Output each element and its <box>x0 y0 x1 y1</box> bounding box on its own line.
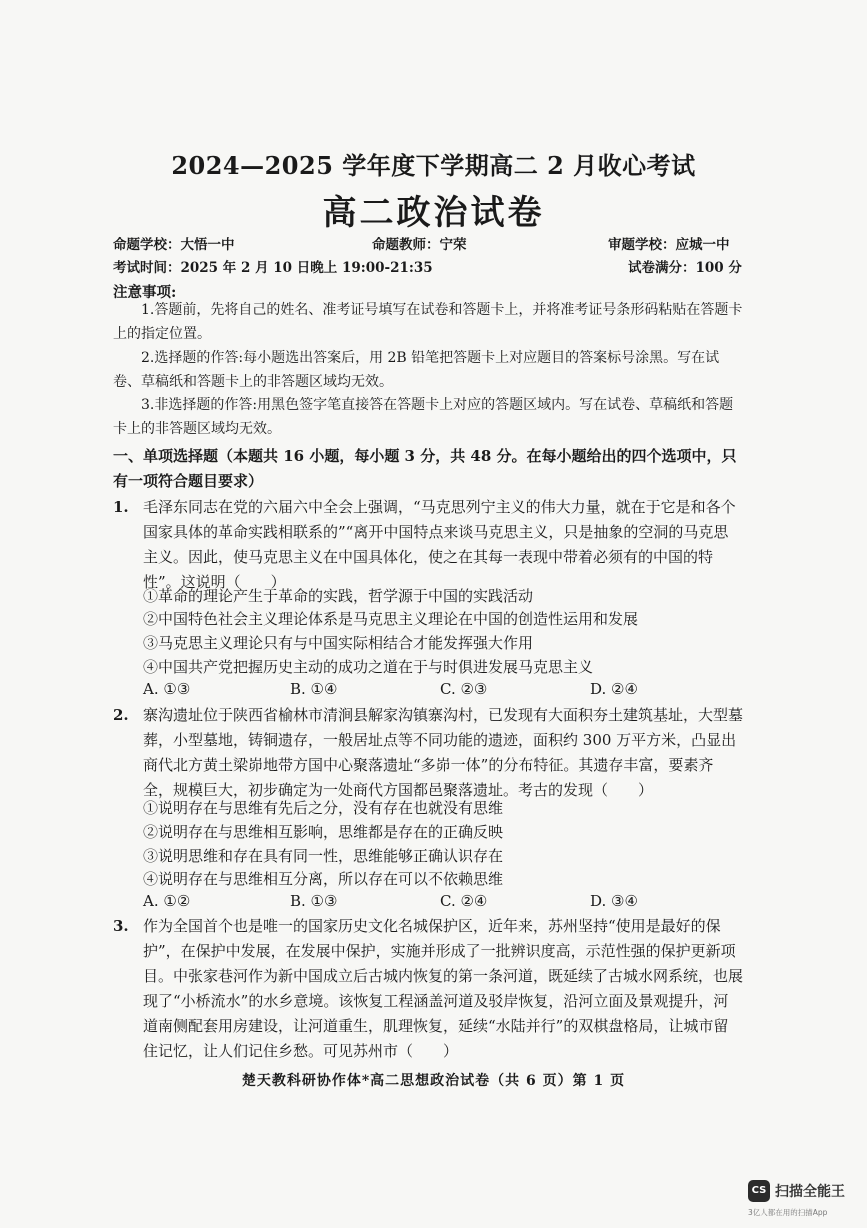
answer-choices <box>143 892 743 914</box>
question-2 <box>113 703 743 803</box>
option-4: ④中国共产党把握历史主动的成功之道在于与时俱进发展马克思主义 <box>143 658 594 676</box>
watermark-name: 扫描全能王 <box>775 1184 845 1200</box>
paper-title: 高二政治试卷 <box>322 193 545 233</box>
choice-c: C. ②③ <box>440 680 488 698</box>
page-footer: 楚天教科研协作体*高二思想政治试卷（共 6 页）第 1 页 <box>241 1073 626 1089</box>
notice-item-3: 3.非选择题的作答:用黑色签字笔直接答在答题卡上对应的答题区域内。写在试卷、草稿纸和答题卡上的非答题区域均无效。 <box>113 397 734 437</box>
option-1: ①说明存在与思维有先后之分，没有存在也就没有思维 <box>143 799 504 817</box>
choice-d: D. ②④ <box>590 680 638 698</box>
setter-school: 命题学校：大悟一中 <box>113 237 235 253</box>
exam-title: 2024—2025 学年度下学期高二 2 月收心考试 <box>171 151 696 180</box>
question-3 <box>113 914 743 1064</box>
choice-a: A. ①② <box>143 892 191 910</box>
reviewer-school: 审题学校：应城一中 <box>608 237 730 253</box>
question-number: 3. <box>113 917 129 935</box>
question-stem: 寨沟遗址位于陕西省榆林市清涧县解家沟镇寨沟村，已发现有大面积夯土建筑基址，大型墓葬，小型墓地，铸铜遗存，一般居址点等不同功能的遗迹，面积约 300 万平方米，凸显出商代北方黄土梁峁地带方国中心聚落遗址“多峁一体”的分布特征。其遗存丰富，要素齐全，规模巨大，初步确定为一处商代方国都邑聚落遗址。考古的发现（ ） <box>143 706 744 799</box>
watermark-tagline: 3亿人都在用的扫描App <box>748 1208 828 1217</box>
section-title: 一、单项选择题（本题共 16 小题，每小题 3 分，共 48 分。在每小题给出的四个选项中，只有一项符合题目要求） <box>113 447 737 490</box>
choice-a: A. ①③ <box>143 680 191 698</box>
camscanner-logo-icon: CS <box>748 1180 770 1202</box>
question-number: 2. <box>113 706 129 724</box>
exam-time: 考试时间：2025 年 2 月 10 日晚上 19:00-21:35 <box>113 260 433 276</box>
question-stem: 作为全国首个也是唯一的国家历史文化名城保护区，近年来，苏州坚持“使用是最好的保护”，在保护中发展，在发展中保护，实施并形成了一批辨识度高，示范性强的保护更新项目。中张家巷河作为新中国成立后古城内恢复的第一条河道，既延续了古城水网系统，也展现了“小桥流水”的水乡意境。该恢复工程涵盖河道及驳岸恢复，沿河立面及景观提升，河道南侧配套用房建设，让河道重生，肌理恢复，延续“水陆并行”的双棋盘格局，让城市留住记忆，让人们记住乡愁。可见苏州市（ ） <box>143 917 744 1060</box>
answer-choices <box>143 680 743 702</box>
option-3: ③说明思维和存在具有同一性，思维能够正确认识存在 <box>143 847 504 865</box>
full-score: 试卷满分：100 分 <box>628 260 742 276</box>
option-4: ④说明存在与思维相互分离，所以存在可以不依赖思维 <box>143 870 504 888</box>
option-2: ②中国特色社会主义理论体系是马克思主义理论在中国的创造性运用和发展 <box>143 610 639 628</box>
setter-teacher: 命题教师：宁荣 <box>372 237 467 253</box>
option-1: ①革命的理论产生于革命的实践，哲学源于中国的实践活动 <box>143 587 534 605</box>
question-number: 1. <box>113 498 129 516</box>
scanner-watermark <box>748 1180 860 1220</box>
option-2: ②说明存在与思维相互影响，思维都是存在的正确反映 <box>143 823 504 841</box>
choice-b: B. ①③ <box>290 892 338 910</box>
choice-b: B. ①④ <box>290 680 338 698</box>
notice-item-2: 2.选择题的作答:每小题选出答案后，用 2B 铅笔把答题卡上对应题目的答案标号涂黑。写在试卷、草稿纸和答题卡上的非答题区域均无效。 <box>113 350 720 390</box>
notice-heading: 注意事项: <box>113 284 177 301</box>
question-stem: 毛泽东同志在党的六届六中全会上强调，“马克思列宁主义的伟大力量，就在于它是和各个国家具体的革命实践相联系的”“离开中国特点来谈马克思主义，只是抽象的空洞的马克思主义。因此，使马克思主义在中国具体化，使之在其每一表现中带着必须有的中国的特性”。这说明（ ） <box>143 498 736 591</box>
notice-item-1: 1.答题前，先将自己的姓名、准考证号填写在试卷和答题卡上，并将准考证号条形码粘贴在答题卡上的指定位置。 <box>113 302 743 342</box>
option-3: ③马克思主义理论只有与中国实际相结合才能发挥强大作用 <box>143 634 534 652</box>
choice-d: D. ③④ <box>590 892 638 910</box>
choice-c: C. ②④ <box>440 892 488 910</box>
question-1 <box>113 495 743 595</box>
